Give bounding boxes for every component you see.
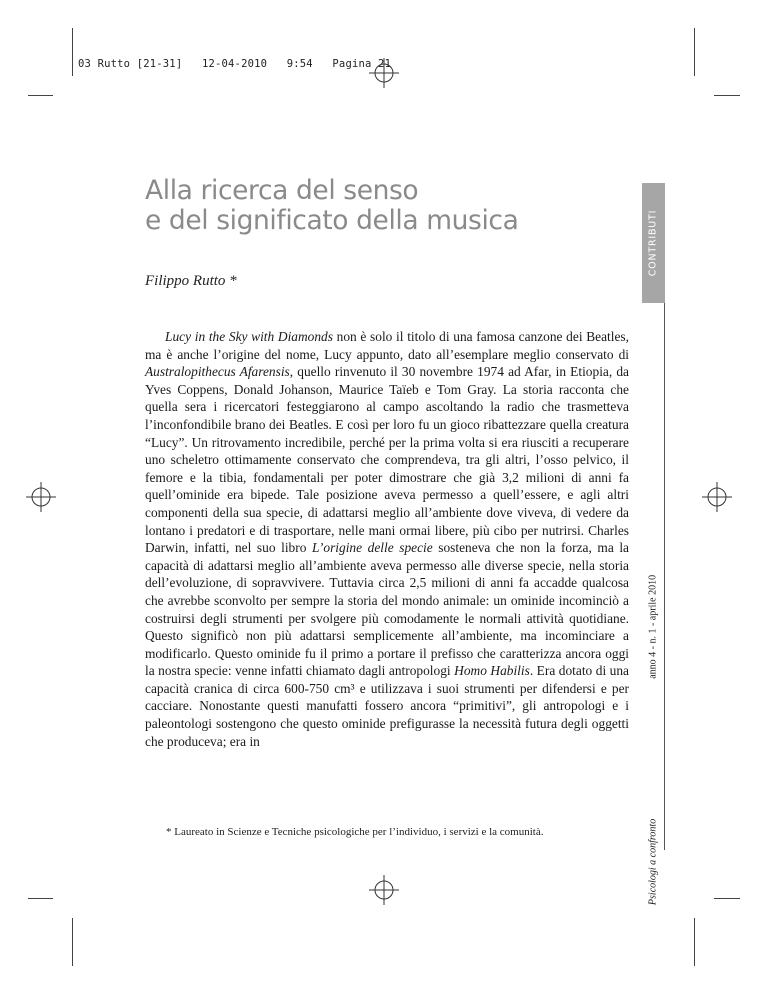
crop-mark [694, 28, 695, 76]
title-line-1: Alla ricerca del senso [145, 175, 419, 206]
slug-time: 9:54 [286, 58, 313, 70]
body-paragraph [145, 328, 629, 750]
section-label: CONTRIBUTI [647, 209, 659, 277]
print-slug [78, 58, 391, 70]
journal-info [648, 575, 659, 905]
slug-date: 12-04-2010 [201, 58, 268, 70]
sidebar-rule [664, 303, 665, 850]
registration-mark-icon [702, 482, 732, 512]
species-name: Homo Habilis [454, 663, 530, 679]
crop-mark [694, 918, 695, 966]
body-text: non è solo il titolo di una famosa canzone dei Beatles, ma è anche l’origine del nome, Lucy appunto, dato all’esemplare meglio conservato di [145, 329, 629, 362]
crop-mark [28, 95, 53, 96]
song-title: Lucy in the Sky with Diamonds [165, 329, 333, 344]
registration-mark-icon [369, 875, 399, 905]
footnote: * Laureato in Scienze e Tecniche psicologiche per l’individuo, i servizi e la comunità. [166, 826, 544, 838]
crop-mark [28, 898, 53, 899]
journal-name: Psicologi a confronto [647, 818, 659, 906]
body-text: sosteneva che non la forza, ma la capacità di adattarsi meglio all’ambiente aveva permesso alle diverse specie, nella storia dell’evoluzione, di sopravvivere. Tuttavia circa 2,5 milioni di anni fa accadde qualcosa che avrebbe sconvolto per sempre la storia del mondo animale: un ominide incominciò a costruirsi degli strumenti per svolgere più comodamente le normali attività quotidiane. Questo significò non più adattarsi semplicemente all’ambiente, ma incominciare a modificarlo. Questo ominide fu il primo a portare il prefisso che caratterizza ancora oggi la nostra specie: venne infatti chiamato dagli antropologi [145, 540, 629, 679]
article-body [145, 328, 629, 750]
slug-file: 03 Rutto [21-31] [78, 58, 183, 70]
book-title: L’origine delle specie [311, 540, 433, 556]
crop-mark [72, 918, 73, 966]
journal-issue: anno 4 - n. 1 - aprile 2010 [647, 574, 659, 679]
body-text: . Era dotato di una capacità cranica di circa 600-750 cm³ e utilizzava i suoi strumenti per difendersi e per cacciare. Nonostante questi manufatti fossero ancora “primitivi”, gli antropologi e i paleontologi sostengono che questo ominide prefigurasse la necessità futura degli oggetti che produceva; era in [145, 663, 629, 749]
crop-mark [72, 28, 73, 76]
species-name: Australopithecus Afarensis [145, 364, 290, 380]
author-name: Filippo Rutto * [145, 273, 237, 289]
slug-page: Pagina 21 [332, 58, 392, 70]
crop-mark [714, 95, 740, 96]
title-line-2: e del significato della musica [145, 205, 519, 236]
registration-mark-icon [369, 58, 399, 88]
body-text: , quello rinvenuto il 30 novembre 1974 ad Afar, in Etiopia, da Yves Coppens, Donald Johanson, Maurice Taïeb e Tom Gray. La storia racconta che quella sera i ricercatori festeggiarono al campo ascoltando la radio che trasmetteva l’inconfondibile brano dei Beatles. E così per loro fu un gioco ribattezzare quella creatura “Lucy”. Un ritrovamento incredibile, perché per la prima volta si era riusciti a recuperare uno scheletro ottimamente conservato che comprendeva, tra gli altri, l’osso pelvico, il femore e la tibia, fondamentali per poter dimostrare che già 3,2 milioni di anni fa quell’ominide era bipede. Tale posizione aveva permesso a quell’essere, e agli altri componenti della sua specie, di adattarsi meglio all’ambiente dove viveva, di vedere da lontano i predatori e di trasportare, nelle mani ormai libere, più cibo per nutrirsi. Charles Darwin, infatti, nel suo libro [145, 364, 629, 556]
crop-mark [714, 898, 740, 899]
registration-mark-icon [26, 482, 56, 512]
article-title [145, 176, 518, 236]
